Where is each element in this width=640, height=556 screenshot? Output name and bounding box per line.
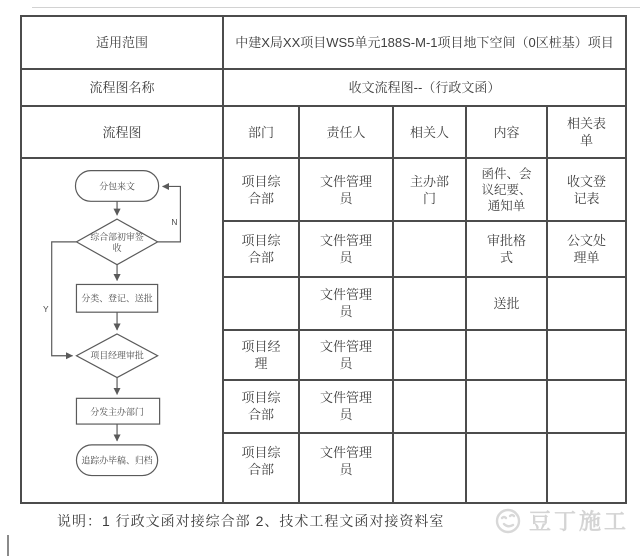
scope-label: 适用范围 [21,16,223,69]
cell-form [547,277,626,330]
cell-form [547,330,626,380]
cell-related: 主办部门 [393,158,466,221]
cell-content: 函件、会议纪要、通知单 [466,158,547,221]
cell-dept: 项目综合部 [223,221,299,276]
column-header-related: 相关人 [393,106,466,158]
flow-label-n: N [171,217,178,228]
watermark [492,504,629,536]
scan-artifact-top-line [32,7,640,8]
cell-form [547,380,626,432]
flow-decision2-label: 项目经理审批 [90,350,144,361]
cell-form: 公文处理单 [547,221,626,276]
flow-process2-label: 分发主办部门 [90,407,144,418]
cell-dept [223,277,299,330]
cell-content [466,330,547,380]
cell-related [393,330,466,380]
flow-end-label: 追踪办毕稿、归档 [81,455,153,466]
flow-decision1-label-line2: 收 [112,242,122,253]
column-header-flowchart: 流程图 [21,106,223,158]
chart-name-value: 收文流程图--（行政文函） [223,69,626,106]
chart-name-row [21,69,626,106]
cell-related [393,380,466,432]
cell-content: 审批格式 [466,221,547,276]
cell-related [393,221,466,276]
scope-row [21,16,626,69]
column-header-dept: 部门 [223,106,299,158]
cell-form [547,433,626,503]
cell-dept: 项目经理 [223,330,299,380]
flow-branch-n [158,186,181,241]
cell-content [466,380,547,432]
cell-dept: 项目综合部 [223,380,299,432]
flowchart-cell [21,158,223,503]
footer-note: 说明：1 行政文函对接综合部 2、技术工程文函对接资料室 [57,513,445,529]
flow-start-label: 分包来文 [99,181,135,192]
cell-content [466,433,547,503]
flow-label-y: Y [42,304,49,315]
column-header-content: 内容 [466,106,547,158]
table-row [21,158,626,221]
header-row [21,106,626,158]
cell-responsible: 文件管理员 [299,158,393,221]
flowchart-diagram [22,159,222,502]
cell-responsible: 文件管理员 [299,380,393,432]
cell-dept: 项目综合部 [223,158,299,221]
cell-related [393,433,466,503]
scan-artifact-bottom-left [7,535,9,556]
docin-logo-icon [492,504,524,536]
flow-branch-y [52,242,77,356]
scope-value: 中建X局XX项目WS5单元188S-M-1项目地下空间（0区桩基）项目 [223,16,626,69]
chart-name-label: 流程图名称 [21,69,223,106]
workflow-table [20,15,627,504]
cell-form: 收文登记表 [547,158,626,221]
column-header-responsible: 责任人 [299,106,393,158]
cell-responsible: 文件管理员 [299,330,393,380]
flow-decision1-label-line1: 综合部初审签 [90,231,144,242]
cell-related [393,277,466,330]
cell-content: 送批 [466,277,547,330]
watermark-text: 豆丁施工 [529,508,630,534]
cell-responsible: 文件管理员 [299,433,393,503]
column-header-form: 相关表单 [547,106,626,158]
cell-dept: 项目综合部 [223,433,299,503]
cell-responsible: 文件管理员 [299,221,393,276]
flow-process1-label: 分类、登记、送批 [81,293,153,304]
cell-responsible: 文件管理员 [299,277,393,330]
